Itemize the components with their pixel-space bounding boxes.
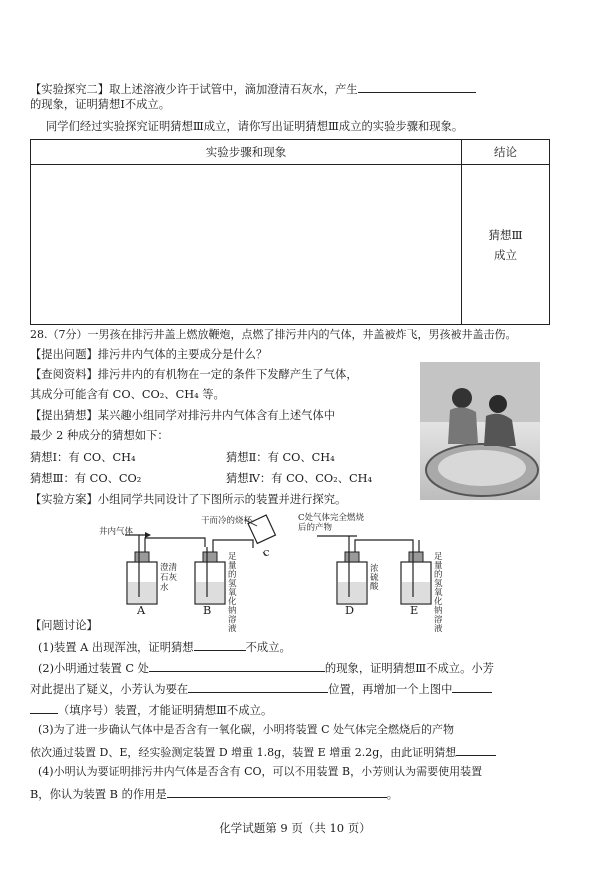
table-steps-answer-cell[interactable] [31,165,462,325]
q2-blank4[interactable] [30,701,58,714]
label-E: E [410,604,419,617]
table-header-steps: 实验步骤和现象 [31,140,462,165]
conclusion-line2: 成立 [494,247,517,262]
hypothesis-2: 猜想Ⅱ：有 CO、CH₄ [226,451,335,464]
label-B: B [203,604,212,617]
hypothesis-4: 猜想Ⅳ：有 CO、CO₂、CH₄ [226,472,373,485]
manhole-photo [420,362,540,500]
q3-line2: 依次通过装置 D、E，经实验测定装置 D 增重 1.8g，装置 E 增重 2.2g，由此证明猜想 [30,743,496,761]
q28-plan: 【实验方案】小组同学共同设计了下图所示的装置并进行探究。 [30,493,347,506]
label-gas-after: C处气体完全燃烧后的产物 [298,513,365,533]
table-conclusion-cell [462,165,550,325]
q2-blank3[interactable] [452,680,492,693]
q28-intro: 28.（7分）一男孩在排污井盖上燃放鞭炮，点燃了排污井内的气体，井盖被炸飞，男孩被井盖击伤。 [30,328,517,341]
q3-blank[interactable] [456,743,496,756]
conclusion-line1: 猜想Ⅲ [488,227,523,242]
label-c: C [263,549,270,559]
q1-line: (1)装置 A 出现浑浊，证明猜想 不成立。 [38,638,291,656]
q28-info1: 【查阅资料】排污井内的有机物在一定的条件下发酵产生了气体， [30,368,358,381]
label-inlet: 井内气体 [99,527,134,537]
label-A: A [137,604,146,617]
label-a-content: 澄清石灰水 [160,563,178,593]
label-b-content: 足量的氢氧化钠溶液 [228,552,237,634]
q4-line1: (4)小明认为要证明排污井内气体是否含有 CO，可以不用装置 B，小芳则认为需要使用装置 [38,765,483,778]
hypothesis-3: 猜想Ⅲ：有 CO、CO₂ [30,472,142,485]
q3-line1: (3)为了进一步确认气体中是否含有一氧化碳，小明将装置 C 处气体完全燃烧后的产物 [38,723,454,736]
q28-problem: 【提出问题】排污井内气体的主要成分是什么？ [30,348,268,361]
discussion-title: 【问题讨论】 [30,619,98,632]
q4-blank[interactable] [167,785,387,798]
q2-line1: (2)小明通过装置 C 处 的现象，证明猜想Ⅲ不成立。小芳 [38,659,494,677]
q2-blank1[interactable] [149,659,325,672]
label-beaker: 干而冷的烧杯 [201,516,253,526]
q28-info2: 其成分可能含有 CO、CO₂、CH₄ 等。 [30,388,225,401]
q2-line2: 对此提出了疑义，小芳认为要在 位置，再增加一个上图中 [30,680,492,698]
label-D: D [345,604,355,617]
label-d-content: 浓硫酸 [370,564,379,592]
q28-hyp2: 最少 2 种成分的猜想如下： [30,429,169,442]
q28-hyp1: 【提出猜想】某兴趣小组同学对排污井内气体含有上述气体中 [30,409,336,422]
label-e-content: 足量的氢氧化钠溶液 [434,552,443,634]
q4-line2: B，你认为装置 B 的作用是 。 [30,785,398,803]
exp2-line1: 【实验探究二】取上述溶液少许于试管中，滴加澄清石灰水，产生 [30,80,476,98]
page-footer: 化学试题第 9 页（共 10 页） [219,821,371,835]
exp2-line2: 的现象，证明猜想Ⅰ不成立。 [30,98,171,111]
prove-hypothesis-line: 同学们经过实验探究证明猜想Ⅲ成立，请你写出证明猜想Ⅲ成立的实验步骤和现象。 [46,120,464,133]
q1-blank[interactable] [194,638,246,651]
table-header-conclusion: 结论 [462,140,550,165]
q2-line3: （填序号）装置，才能证明猜想Ⅲ不成立。 [30,701,272,719]
hypothesis-1: 猜想Ⅰ：有 CO、CH₄ [30,451,136,464]
experiment-table [30,139,550,325]
q2-blank2[interactable] [188,680,328,693]
